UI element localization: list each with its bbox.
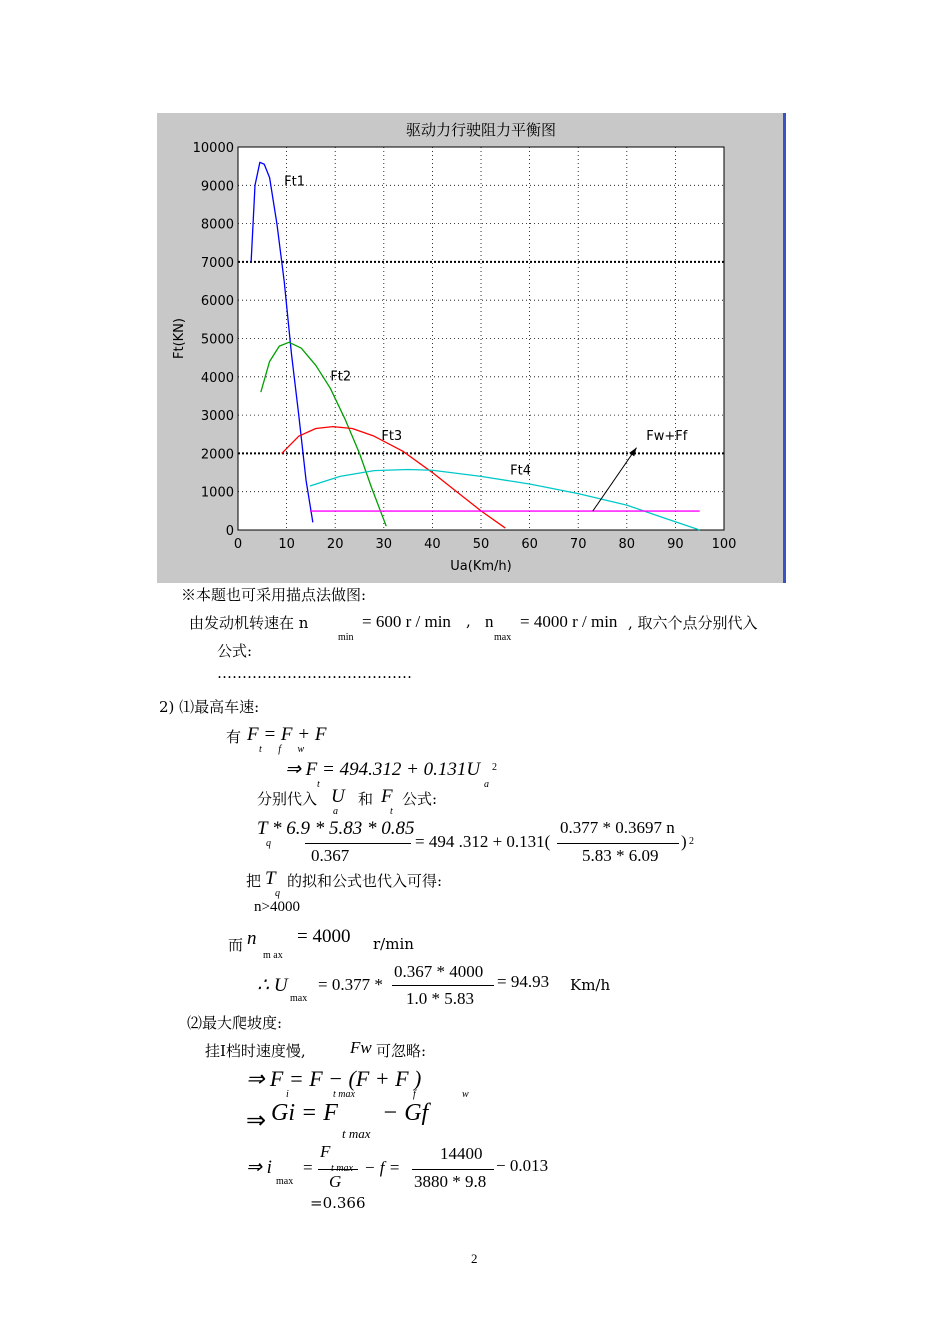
note-line-3: 公式: — [217, 642, 253, 660]
eq4-denominator: 0.367 — [311, 846, 350, 865]
nmax-symbol: n — [485, 612, 494, 631]
annotation-label: Ft1 — [284, 174, 306, 190]
y-tick-label: 6000 — [200, 294, 234, 310]
eq11-fraction-bar-2 — [412, 1169, 494, 1170]
eq4-close: ) — [681, 832, 687, 851]
x-tick-label: 100 — [711, 537, 737, 552]
x-tick-label: 60 — [521, 537, 538, 552]
eq1-prefix: 有 — [226, 728, 242, 746]
eq11-frac-G: G — [329, 1172, 342, 1191]
figure-right-border — [783, 113, 786, 583]
note-4-Fw: Fw — [350, 1038, 372, 1057]
y-tick-label: 3000 — [200, 409, 234, 425]
annotation-label: Ft3 — [381, 428, 403, 444]
eq4-inner-fraction-bar — [557, 843, 679, 844]
x-tick-label: 30 — [375, 537, 393, 552]
eq5-T: T — [265, 868, 276, 889]
y-tick-label: 4000 — [200, 370, 234, 386]
eq4-frac-denominator: 5.83 * 6.09 — [582, 846, 659, 865]
eq9-sub-f: f — [413, 1089, 416, 1100]
note-4a: 挂Ⅰ档时速度慢, — [205, 1042, 306, 1060]
y-tick-label: 0 — [225, 524, 234, 539]
nmax-value: = 4000 r / min — [520, 612, 618, 631]
eq2-sub-a: a — [484, 779, 489, 790]
eq8-unit: Km/h — [570, 976, 611, 994]
section-2b-heading: ⑵最大爬坡度: — [187, 1014, 283, 1032]
eq11-end: − 0.013 — [496, 1156, 549, 1175]
eq11-numerator: 14400 — [440, 1144, 483, 1163]
nmax-subscript: max — [494, 632, 512, 643]
eq10-subscript: t max — [342, 1126, 371, 1141]
dotted-line: ………………………………… — [217, 664, 412, 682]
eq9-sub-tmax: t max — [333, 1089, 355, 1100]
eq8-result: = 94.93 — [497, 972, 550, 991]
eq4-sub-q: q — [266, 838, 271, 849]
x-tick-label: 80 — [618, 537, 636, 552]
eq3-F: F — [381, 786, 393, 807]
x-tick-label: 0 — [233, 537, 243, 552]
eq7-value: = 4000 — [297, 926, 351, 947]
nmin-value: = 600 r / min — [362, 612, 451, 631]
x-tick-label: 10 — [278, 537, 295, 552]
eq7-subscript: m ax — [263, 950, 283, 961]
y-tick-label: 10000 — [192, 141, 234, 156]
y-tick-label: 2000 — [200, 447, 234, 463]
eq2-sup: 2 — [492, 762, 497, 773]
eq3-text-c: 公式: — [402, 790, 438, 808]
y-axis-label: Ft(KN) — [172, 318, 187, 359]
eq3-text-b: 和 — [358, 790, 374, 808]
eq11-denominator: 3880 * 9.8 — [414, 1172, 487, 1191]
y-tick-label: 5000 — [200, 332, 234, 348]
eq8-lhs: ∴ U — [257, 975, 288, 996]
eq10-arrow: ⇒ — [246, 1108, 267, 1134]
eq3-sub-t: t — [390, 806, 393, 817]
note-line-2b: , 取六个点分别代入 — [628, 614, 758, 632]
eq10-rhs: − Gf — [382, 1100, 429, 1126]
eq10-lhs: Gi = F — [271, 1100, 338, 1126]
y-tick-label: 8000 — [200, 217, 234, 233]
eq2-sub-t: t — [317, 779, 320, 790]
eq5-sub-q: q — [275, 888, 280, 899]
note-line-2a: 由发动机转速在 n — [189, 614, 309, 632]
note-line-1: ※本题也可采用描点法做图: — [181, 586, 367, 604]
eq6: n>4000 — [254, 899, 300, 915]
x-tick-label: 90 — [667, 537, 684, 552]
eq8-subscript: max — [290, 993, 308, 1004]
chart-title: 驱动力行驶阻力平衡图 — [405, 121, 557, 139]
eq8-numerator: 0.367 * 4000 — [394, 962, 484, 981]
annotation-label: Ft4 — [510, 463, 532, 479]
eq4-rhs: = 494 .312 + 0.131( — [415, 832, 551, 851]
chart-figure — [157, 113, 783, 583]
eq9-sub-w: w — [462, 1089, 469, 1100]
eq11-fraction-bar-1 — [318, 1169, 358, 1170]
eq3-U: U — [331, 786, 345, 807]
eq11-frac-F: F — [320, 1142, 331, 1161]
nmin-subscript: min — [338, 632, 354, 643]
y-tick-label: 7000 — [200, 255, 234, 271]
eq11-eq: = — [303, 1158, 313, 1177]
eq3-text-a: 分别代入 — [257, 790, 318, 808]
note-comma: , — [466, 612, 471, 630]
eq2: ⇒ F = 494.312 + 0.131U — [285, 759, 481, 780]
x-axis-label: Ua(Km/h) — [450, 559, 512, 574]
eq7-n: n — [247, 928, 257, 949]
annotation-label: Fw+Ff — [646, 428, 688, 444]
balance-chart — [157, 113, 783, 583]
eq12-result: =0.366 — [310, 1194, 366, 1212]
note-4b: 可忽略: — [376, 1042, 427, 1060]
x-tick-label: 50 — [472, 537, 490, 552]
eq7-prefix: 而 — [228, 936, 244, 954]
eq11-lhs: ⇒ i — [246, 1157, 272, 1178]
eq8-denominator: 1.0 * 5.83 — [406, 989, 474, 1008]
page-number: 2 — [471, 1251, 478, 1266]
eq8-mid: = 0.377 * — [318, 975, 383, 994]
eq3-sub-a: a — [333, 806, 338, 817]
x-tick-label: 70 — [569, 537, 587, 552]
eq7-unit: r/min — [373, 935, 414, 953]
eq5-text-a: 把 — [246, 872, 262, 890]
eq9-sub-i: i — [286, 1089, 289, 1100]
eq1-subscripts: t f w — [259, 744, 305, 755]
eq11-subscript: max — [276, 1176, 294, 1187]
x-tick-label: 20 — [326, 537, 344, 552]
y-tick-label: 1000 — [200, 485, 234, 501]
eq5-text-b: 的拟和公式也代入可得: — [287, 872, 443, 890]
eq8-fraction-bar — [392, 985, 494, 986]
y-tick-label: 9000 — [200, 179, 234, 195]
eq1: F = F + F — [247, 724, 327, 745]
eq9: ⇒ F = F − (F + F ) — [246, 1066, 422, 1091]
section-2-heading: 2) ⑴最高车速: — [159, 698, 260, 716]
annotation-label: Ft2 — [330, 369, 352, 385]
eq4-numerator: T * 6.9 * 5.83 * 0.85 — [257, 818, 415, 839]
eq4-frac-numerator: 0.377 * 0.3697 n — [560, 818, 675, 837]
x-tick-label: 40 — [424, 537, 441, 552]
eq4-sup: 2 — [689, 836, 694, 847]
eq11-mid: − f = — [364, 1158, 401, 1177]
eq4-fraction-bar — [305, 843, 411, 844]
